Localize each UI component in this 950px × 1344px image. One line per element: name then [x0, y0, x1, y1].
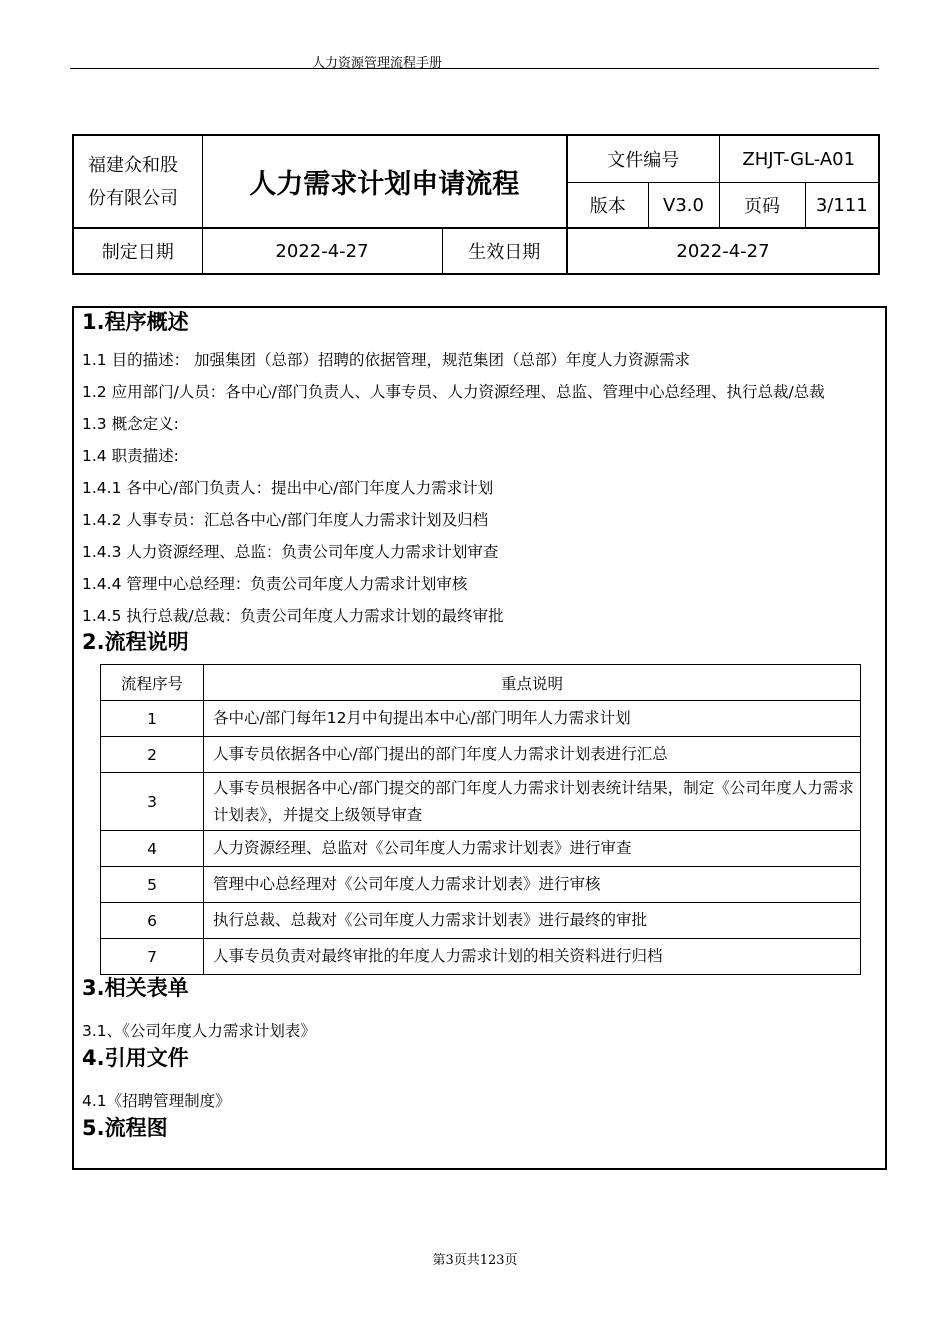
table-row: [101, 737, 861, 773]
doc-number-value: ZHJT-GL-A01: [719, 135, 879, 183]
version-label: 版本: [567, 183, 648, 229]
page-label: 页码: [719, 183, 805, 229]
row-desc: 人力资源经理、总监对《公司年度人力需求计划表》进行审查: [204, 831, 861, 867]
page-value: 3/111: [805, 183, 879, 229]
row-seq: 2: [101, 737, 204, 773]
row-seq: 1: [101, 701, 204, 737]
table-row: [101, 867, 861, 903]
effective-date-label: 生效日期: [442, 228, 567, 274]
table-row: [101, 701, 861, 737]
effective-date-value: 2022-4-27: [567, 228, 879, 274]
definition-line: 1.3 概念定义:: [82, 415, 179, 433]
made-date-label: 制定日期: [73, 228, 202, 274]
table-row: [101, 939, 861, 975]
responsibility-4: 1.4.4 管理中心总经理：负责公司年度人力需求计划审核: [82, 575, 468, 593]
company-name-line-2: 份有限公司: [88, 187, 178, 209]
forms-line: 3.1、《公司年度人力需求计划表》: [82, 1022, 316, 1040]
process-table: [100, 664, 861, 975]
table-header-seq: 流程序号: [101, 665, 204, 701]
header-rule: [70, 68, 879, 69]
running-header: 人力资源管理流程手册: [312, 56, 443, 71]
made-date-value: 2022-4-27: [202, 228, 442, 274]
document-control-table: [72, 134, 880, 275]
doc-number-label: 文件编号: [567, 135, 719, 183]
reference-line: 4.1《招聘管理制度》: [82, 1092, 231, 1110]
procedure-body: [72, 306, 887, 1170]
section-1-title: 1.程序概述: [82, 310, 189, 334]
row-seq: 5: [101, 867, 204, 903]
row-desc: 各中心/部门每年12月中旬提出本中心/部门明年人力需求计划: [204, 701, 861, 737]
row-desc: 执行总裁、总裁对《公司年度人力需求计划表》进行最终的审批: [204, 903, 861, 939]
company-name: [73, 135, 202, 228]
table-row: [101, 903, 861, 939]
row-seq: 3: [101, 773, 204, 831]
responsibility-1: 1.4.1 各中心/部门负责人：提出中心/部门年度人力需求计划: [82, 479, 494, 497]
row-desc: 人事专员负责对最终审批的年度人力需求计划的相关资料进行归档: [204, 939, 861, 975]
responsibility-2: 1.4.2 人事专员：汇总各中心/部门年度人力需求计划及归档: [82, 511, 489, 529]
table-row: [101, 773, 861, 831]
section-3-title: 3.相关表单: [82, 976, 189, 1000]
row-seq: 4: [101, 831, 204, 867]
responsibility-line: 1.4 职责描述:: [82, 447, 179, 465]
row-desc: 人事专员根据各中心/部门提交的部门年度人力需求计划表统计结果，制定《公司年度人力需求计划表》，并提交上级领导审查: [204, 773, 861, 831]
row-desc: 人事专员依据各中心/部门提出的部门年度人力需求计划表进行汇总: [204, 737, 861, 773]
row-desc: 管理中心总经理对《公司年度人力需求计划表》进行审核: [204, 867, 861, 903]
version-value: V3.0: [648, 183, 719, 229]
responsibility-5: 1.4.5 执行总裁/总裁：负责公司年度人力需求计划的最终审批: [82, 607, 504, 625]
company-name-line-1: 福建众和股: [88, 154, 178, 176]
row-seq: 6: [101, 903, 204, 939]
section-5-title: 5.流程图: [82, 1116, 168, 1140]
responsibility-3: 1.4.3 人力资源经理、总监：负责公司年度人力需求计划审查: [82, 543, 499, 561]
section-4-title: 4.引用文件: [82, 1046, 189, 1070]
section-2-title: 2.流程说明: [82, 630, 189, 654]
row-seq: 7: [101, 939, 204, 975]
page-footer: 第3页共123页: [432, 1253, 518, 1268]
scope-line: 1.2 应用部门/人员：各中心/部门负责人、人事专员、人力资源经理、总监、管理中心总经理、执行总裁/总裁: [82, 383, 825, 401]
purpose-line: 1.1 目的描述： 加强集团（总部）招聘的依据管理，规范集团（总部）年度人力资源需求: [82, 351, 691, 369]
table-row: [101, 831, 861, 867]
table-header-desc: 重点说明: [204, 665, 861, 701]
document-title: 人力需求计划申请流程: [202, 135, 567, 228]
